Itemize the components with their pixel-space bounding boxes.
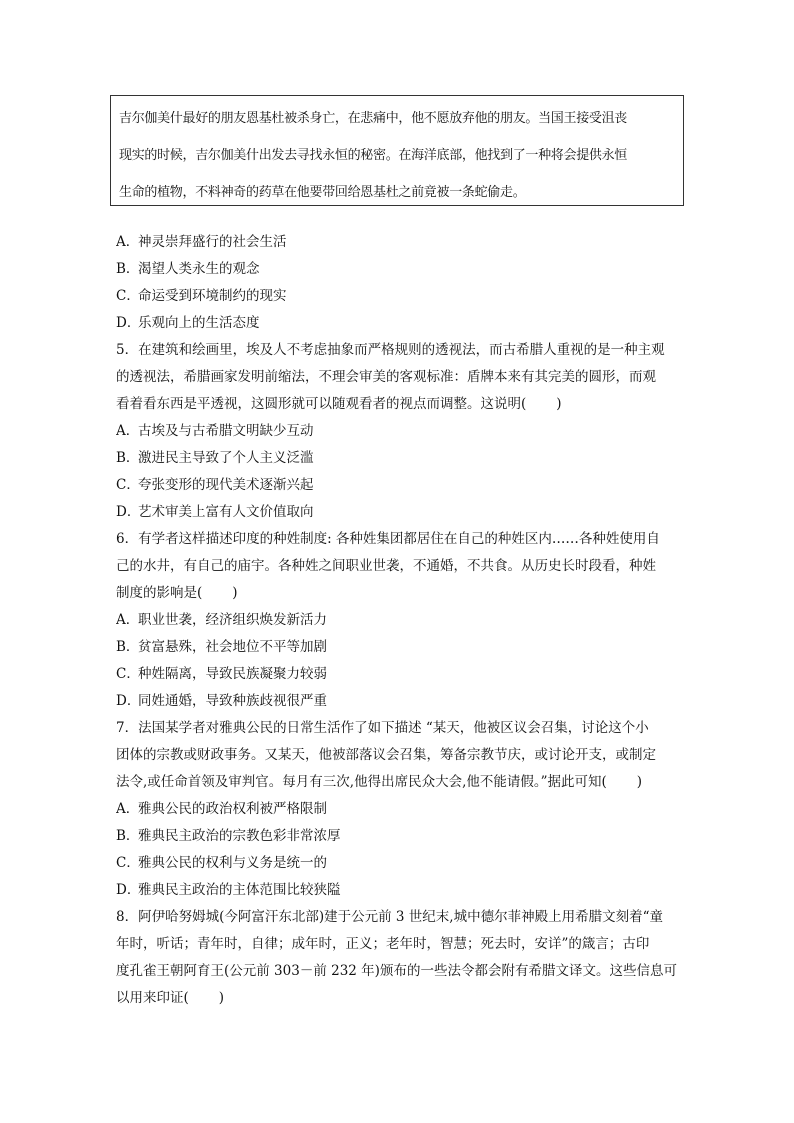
option-b[interactable]	[116, 256, 686, 283]
option-c[interactable]	[116, 472, 686, 499]
answer-paren-close: )	[636, 774, 643, 790]
option-text: 激进民主导致了个人主义泛滥	[138, 450, 314, 466]
option-b[interactable]	[116, 445, 686, 472]
option-text: 古埃及与古希腊文明缺少互动	[138, 423, 314, 439]
question-6	[116, 526, 686, 715]
question-stem-line: 6．有学者这样描述印度的种姓制度: 各种姓集团都居住在自己的种姓区内……各种姓使用自	[116, 531, 660, 547]
option-d[interactable]	[116, 688, 686, 715]
question-5	[116, 337, 686, 526]
question-list	[116, 229, 686, 1012]
option-text: 雅典公民的政治权利被严格限制	[138, 801, 327, 817]
option-letter: A．	[116, 612, 140, 628]
option-a[interactable]	[116, 229, 686, 256]
question-stem-text: 制度的影响是(	[116, 585, 203, 601]
option-text: 命运受到环境制约的现实	[138, 288, 287, 304]
answer-paren-close: )	[218, 990, 225, 1006]
option-letter: B．	[116, 828, 140, 844]
option-a[interactable]	[116, 796, 686, 823]
option-letter: D．	[116, 693, 141, 709]
question-stem-line	[116, 580, 686, 607]
source-passage-box	[110, 95, 684, 206]
option-letter: C．	[116, 855, 140, 871]
option-letter: A．	[116, 234, 140, 250]
option-c[interactable]	[116, 850, 686, 877]
option-letter: C．	[116, 666, 140, 682]
question-stem-line: 团体的宗教或财政事务。又某天，他被部落议会召集，筹备宗教节庆，或讨论开支，或制定	[116, 747, 656, 763]
question-stem-line: 年时，听话；青年时，自律；成年时，正义；老年时，智慧；死去时，安详”的箴言；古印	[116, 936, 650, 952]
option-letter: C．	[116, 477, 140, 493]
option-letter: D．	[116, 315, 141, 331]
question-7	[116, 715, 686, 904]
answer-paren-close: )	[556, 396, 562, 412]
option-letter: A．	[116, 423, 140, 439]
option-text: 雅典民主政治的主体范围比较狭隘	[138, 882, 341, 898]
option-text: 种姓隔离，导致民族凝聚力较弱	[138, 666, 327, 682]
question-stem-line	[116, 985, 686, 1012]
passage-line: 吉尔伽美什最好的朋友恩基杜被杀身亡，在悲痛中，他不愿放弃他的朋友。当国王接受沮丧	[119, 111, 628, 126]
question-stem-line: 的透视法，希腊画家发明前缩法，不理会审美的客观标准：盾牌本来有其完美的圆形，而观	[116, 369, 656, 385]
answer-paren-close: )	[232, 585, 238, 601]
question-stem-text: 法令,或任命首领及审判官。每月有三次,他得出席民众大会,他不能请假。”据此可知(	[116, 774, 607, 790]
passage-line: 现实的时候，吉尔伽美什出发去寻找永恒的秘密。在海洋底部，他找到了一种将会提供永恒	[119, 148, 628, 163]
option-text: 雅典民主政治的宗教色彩非常浓厚	[138, 828, 341, 844]
option-text: 贫富悬殊，社会地位不平等加剧	[138, 639, 327, 655]
option-text: 渴望人类永生的观念	[138, 261, 260, 277]
option-text: 艺术审美上富有人文价值取向	[138, 504, 314, 520]
question-stem-line	[116, 391, 686, 418]
option-text: 同姓通婚，导致种族歧视很严重	[138, 693, 327, 709]
option-a[interactable]	[116, 607, 686, 634]
question-8	[116, 904, 686, 1012]
question-stem-text: 看着看东西是平透视，这圆形就可以随观看者的视点而调整。这说明(	[116, 396, 527, 412]
option-d[interactable]	[116, 310, 686, 337]
option-b[interactable]	[116, 823, 686, 850]
option-letter: B．	[116, 450, 140, 466]
option-letter: C．	[116, 288, 140, 304]
question-stem-line: 7．法国某学者对雅典公民的日常生活作了如下描述 “某天，他被区议会召集，讨论这个小	[116, 720, 649, 736]
option-c[interactable]	[116, 661, 686, 688]
option-letter: B．	[116, 261, 140, 277]
option-letter: D．	[116, 504, 141, 520]
question-stem-line: 5．在建筑和绘画里，埃及人不考虑抽象而严格规则的透视法，而古希腊人重视的是一种主观	[116, 342, 665, 358]
option-d[interactable]	[116, 499, 686, 526]
question-stem-line: 8．阿伊哈努姆城(今阿富汗东北部)建于公元前 3 世纪末,城中德尔菲神殿上用希腊文刻着“童	[116, 909, 663, 925]
option-letter: A．	[116, 801, 140, 817]
question-stem-line	[116, 769, 686, 796]
option-d[interactable]	[116, 877, 686, 904]
option-text: 夸张变形的现代美术逐渐兴起	[138, 477, 314, 493]
option-letter: D．	[116, 882, 141, 898]
option-text: 乐观向上的生活态度	[138, 315, 260, 331]
option-letter: B．	[116, 639, 140, 655]
option-b[interactable]	[116, 634, 686, 661]
option-c[interactable]	[116, 283, 686, 310]
option-text: 神灵崇拜盛行的社会生活	[138, 234, 287, 250]
question-4-options	[116, 229, 686, 337]
option-a[interactable]	[116, 418, 686, 445]
question-stem-line: 己的水井，有自己的庙宇。各种姓之间职业世袭，不通婚，不共食。从历史长时段看，种姓	[116, 558, 656, 574]
question-stem-text: 以用来印证(	[116, 990, 189, 1006]
passage-line: 生命的植物，不料神奇的药草在他要带回给恩基杜之前竟被一条蛇偷走。	[119, 185, 526, 200]
option-text: 雅典公民的权利与义务是统一的	[138, 855, 327, 871]
option-text: 职业世袭，经济组织焕发新活力	[138, 612, 327, 628]
question-stem-line: 度孔雀王朝阿育王(公元前 303－前 232 年)颁布的一些法令都会附有希腊文译文。这些信息可	[116, 963, 677, 979]
